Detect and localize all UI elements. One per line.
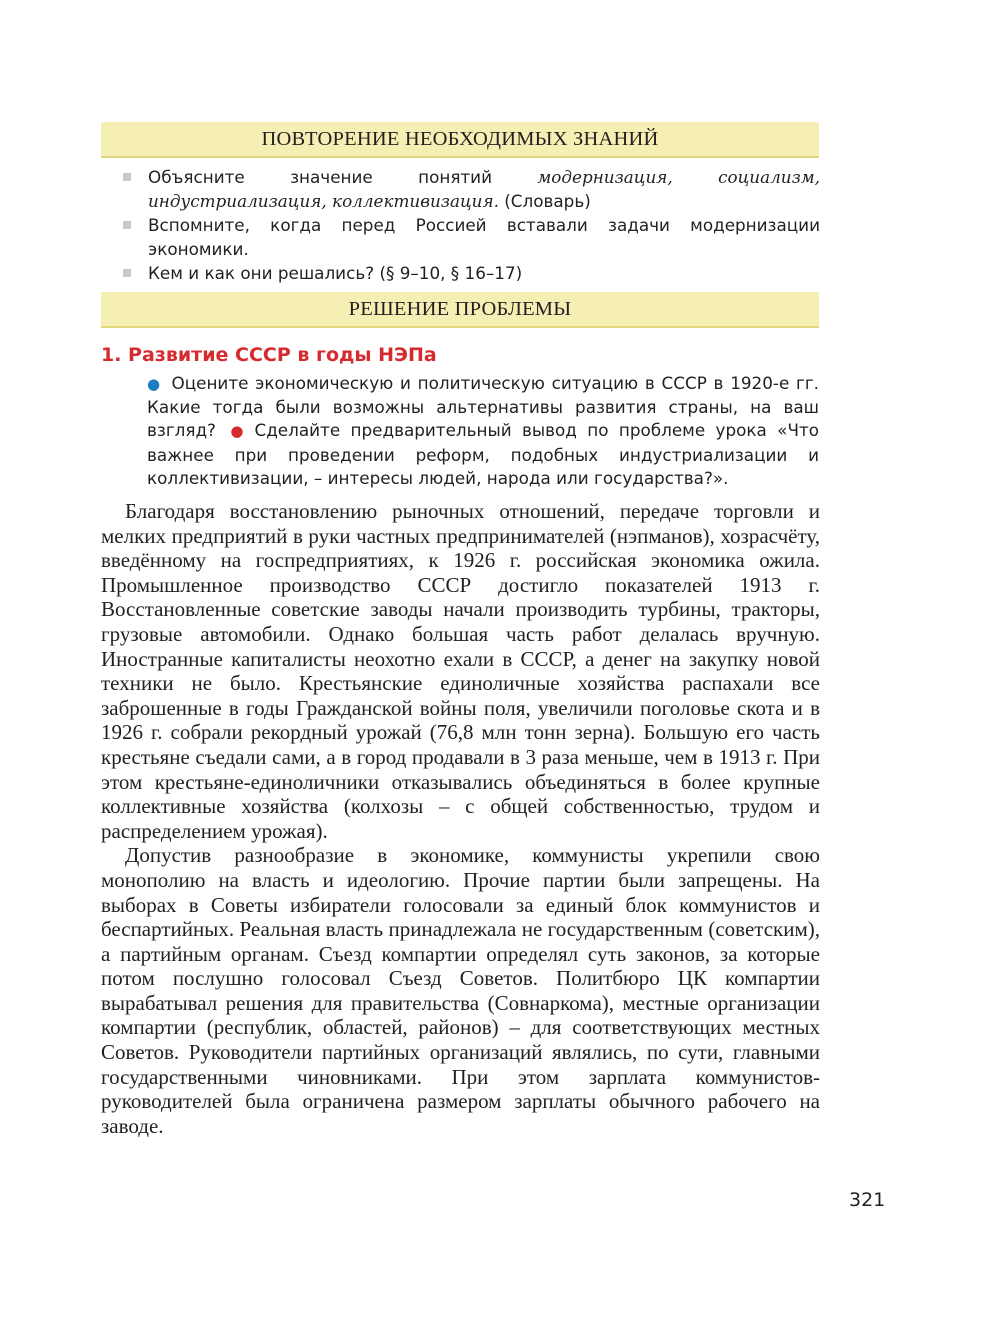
review-heading: ПОВТОРЕНИЕ НЕОБХОДИМЫХ ЗНАНИЙ	[101, 122, 819, 158]
review-list	[122, 165, 820, 285]
page-number: 321	[849, 1189, 886, 1211]
red-bullet-icon: ●	[230, 422, 249, 441]
list-item: Вспомните, когда перед Россией вставали задачи модернизации экономики.	[122, 213, 820, 261]
list-item: Кем и как они решались? (§ 9–10, § 16–17)	[122, 261, 820, 285]
task-red-text: Сделайте предварительный вывод по проблеме урока «Что важнее при проведении реформ, подобных индустриализации и коллективизации, – интересы людей, народа или государства?».	[147, 420, 819, 488]
paragraph: Допустив разнообразие в экономике, коммунисты укрепили свою монополию на власть и идеологию. Прочие партии были запрещены. На выборах в Советы избиратели голосовали за единый блок коммунистов и беспартийных. Реальная власть принадлежала не государственным (советским), а партийным органам. Съезд компартии определял суть законов, за которые потом послушно голосовал Съезд Советов. Политбюро ЦК компартии вырабатывал решения для правительства (Совнаркома), местные организации компартии (республик, областей, районов) – для соответствующих местных Советов. Руководители партийных организаций являлись, по сути, главными государственными чиновниками. При этом зарплата коммунистов-руководителей была ограничена размером зарплаты обычного рабочего на заводе.	[101, 843, 820, 1138]
list-item	[122, 165, 820, 213]
body-text	[101, 499, 820, 1138]
list-item-text: Объясните значение понятий	[148, 167, 538, 187]
solution-heading: РЕШЕНИЕ ПРОБЛЕМЫ	[101, 292, 819, 328]
list-item-text: (Словарь)	[498, 191, 591, 211]
section-title: 1. Развитие СССР в годы НЭПа	[101, 344, 437, 366]
paragraph: Благодаря восстановлению рыночных отношений, передаче торговли и мелких предприятий в руки частных предпринимателей (нэпманов), хозрасчёту, введённому на госпредприятиях, к 1926 г. российская экономика ожила. Промышленное производство СССР достигло показателей 1913 г. Восстановленные советские заводы начали производить турбины, тракторы, грузовые автомобили. Однако большая часть работ делалась вручную. Иностранные капиталисты неохотно ехали в СССР, а денег на закупку новой техники не было. Крестьянские единоличные хозяйства распахали все заброшенные в годы Гражданской войны поля, увеличили поголовье скота и в 1926 г. собрали рекордный урожай (76,8 млн тонн зерна). Большую его часть крестьяне съедали сами, а в город продавали в 3 раза меньше, чем в 1913 г. При этом крестьяне-единоличники отказывались объединяться в более крупные коллективные хозяйства (колхозы – с общей собственностью, трудом и распределением урожая).	[101, 499, 820, 843]
italic-terms: модернизация, социализм, индустриализация, коллективизация.	[148, 167, 820, 211]
task-blue-text: Оцените экономическую и политическую ситуацию в СССР в 1920-е гг. Какие тогда были возможны альтернативы развития страны, на ваш взгляд?	[147, 373, 819, 441]
blue-bullet-icon: ●	[147, 375, 162, 393]
task-block	[147, 372, 819, 490]
